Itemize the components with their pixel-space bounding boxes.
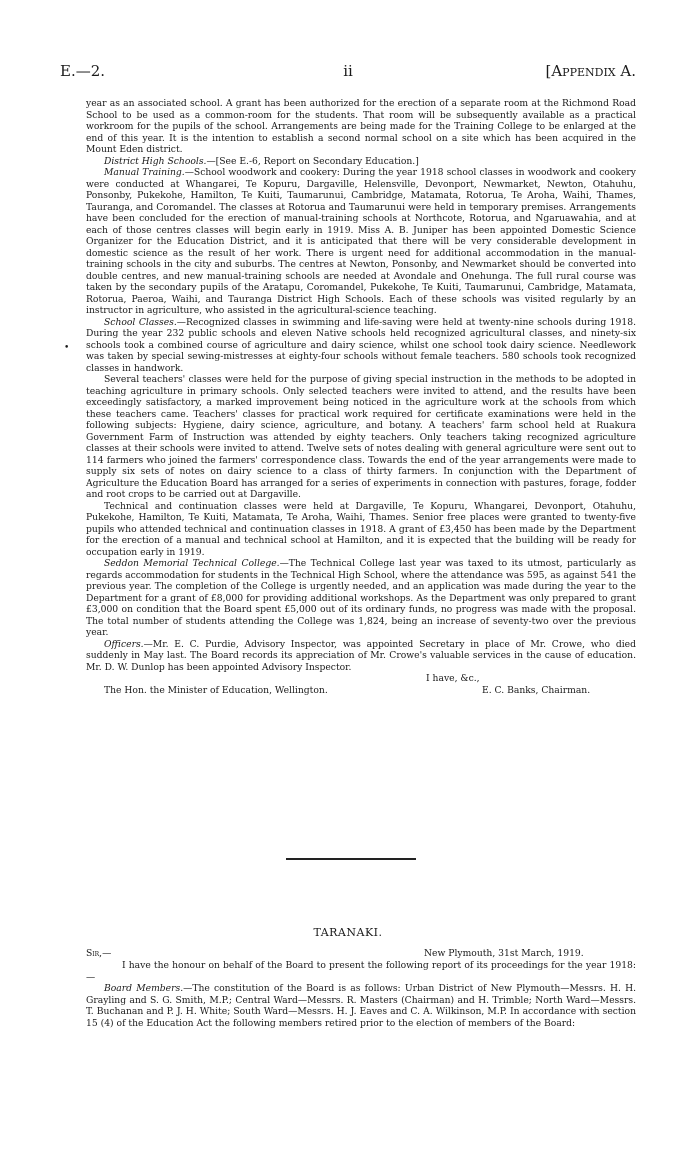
intro-paragraph: I have the honour on behalf of the Board to present the following report of its proceedings for the year 1918:— xyxy=(86,960,636,983)
header-left: E.—2. xyxy=(60,62,106,80)
page-header xyxy=(60,62,636,84)
addressee: The Hon. the Minister of Education, Wellington. xyxy=(104,685,328,696)
page-number: ii xyxy=(343,62,353,80)
italic-lead: School Classes. xyxy=(104,316,177,328)
paragraph-manual-training xyxy=(86,167,636,317)
paragraph-district-high-schools xyxy=(86,156,636,168)
margin-bullet: • xyxy=(64,343,70,353)
paragraph-text: —The Technical College last year was taxed to its utmost, particularly as regards accommodation for students in the Technical High School, where the attendance was 595, as against 541 the previous year. The completion of the College is urgently needed, and an application was made during the year to the Department for a grant of £8,000 for providing additional workshops. As the Department was only prepared to grant £3,000 on condition that the Board spent £5,000 out of its ordinary funds, no progress was made with the proposal. The total number of students attending the College was 1,824, being an increase of seventy-two over the previous year. xyxy=(86,558,637,638)
section-heading: TARANAKI. xyxy=(313,926,383,939)
paragraph: year as an associated school. A grant has been authorized for the erection of a separate room at the Richmond Road School to be used as a common-room for the students. That room will be subsequently available as a practical workroom for the pupils of the school. Arrangements are being made for the Training College to be enlarged at the end of this year. It is the intention to establish a second normal school on a site which has been acquired in the Mount Eden district. xyxy=(86,98,636,155)
italic-lead: Manual Training. xyxy=(104,167,185,178)
section-divider xyxy=(286,858,416,860)
header-right: [Appendix A. xyxy=(545,62,636,80)
signoff-line xyxy=(86,673,636,685)
paragraph-board-members xyxy=(86,983,636,1029)
paragraph-text: —Mr. E. C. Purdie, Advisory Inspector, was appointed Secretary in place of Mr. Crowe, who died suddenly in May last. The Board records its appreciation of Mr. Crowe's valuable services in the cause of education. Mr. D. W. Dunlop has been appointed Advisory Inspector. xyxy=(86,638,636,673)
paragraph-text: —The constitution of the Board is as follows: Urban District of New Plymouth—Messrs. H. H. Grayling and S. G. Smith, M.P.; Central Ward—Messrs. R. Masters (Chairman) and H. Trimble; North Ward—Messrs. T. Buchanan and P. J. H. White; South Ward—Messrs. H. J. Eaves and C. A. Wilkinson, M.P. In accordance with section 15 (4) of the Education Act the following members retired prior to the election of members of the Board: xyxy=(86,983,636,1029)
paragraph: Technical and continuation classes were held at Dargaville, Te Kopuru, Whangarei, Devonport, Otahuhu, Pukekohe, Hamilton, Te Kuiti, Matamata, Te Aroha, Waihi, Thames. Senior free places were granted to twenty-five pupils who attended technical and continuation classes in 1918. A grant of £3,450 has been made by the Department for the erection of a manual and technical school at Hamilton, and it is expected that the building will be ready for occupation early in 1919. xyxy=(86,500,636,558)
paragraph-seddon xyxy=(86,558,636,639)
salutation: Sir,— xyxy=(86,948,112,959)
signer: E. C. Banks, Chairman. xyxy=(482,685,591,696)
paragraph-text: —Recognized classes in swimming and life-saving were held at twenty-nine schools during 1918. During the year 232 public schools and eleven Native schools held recognized agricultural classes, and ninety-six schools took a combined course of agriculture and dairy science, whilst one school took dairy science. Needlework was taken by special sewing-mistresses at eighty-four schools without female teachers. 580 schools took recognized classes in handwork. xyxy=(86,316,636,374)
paragraph-school-classes xyxy=(86,317,636,375)
body-text xyxy=(86,98,636,697)
paragraph-text: —[See E.-6, Report on Secondary Education.] xyxy=(206,155,419,167)
dateline: New Plymouth, 31st March, 1919. xyxy=(424,948,584,959)
italic-lead: Board Members. xyxy=(104,983,184,994)
salutation-line xyxy=(86,948,636,960)
italic-lead: Officers. xyxy=(104,638,144,650)
italic-lead: Seddon Memorial Technical College. xyxy=(104,558,280,569)
italic-lead: District High Schools. xyxy=(104,155,207,167)
paragraph: Several teachers' classes were held for the purpose of giving special instruction in the methods to be adopted in teaching agriculture in primary schools. Only selected teachers were invited to attend, and the results have been exceedingly satisfactory, a marked improvement being noticed in the agriculture work at the schools from which these teachers came. Teachers' classes for practical work required for certificate examinations were held in the following subjects: Hygiene, dairy science, agriculture, and botany. A teachers' farm school held at Ruakura Government Farm of Instruction was attended by eighty teachers. Only teachers taking recognized agriculture classes at their schools were invited to attend. Twelve sets of notes dealing with general agriculture were sent out to 114 farmers who joined the farmers' correspondence class. Towards the end of the year arrangements were made to supply six sets of notes on dairy science to a class of thirty farmers. In conjunction with the Department of Agriculture the Education Board has arranged for a series of experiments in connection with pastures, forage, fodder and root crops to be carried out at Dargaville. xyxy=(86,374,636,500)
signature-line xyxy=(86,685,636,697)
signoff-have: I have, &c., xyxy=(426,673,480,684)
taranaki-body xyxy=(86,948,636,1029)
paragraph-officers xyxy=(86,639,636,674)
paragraph-text: —School woodwork and cookery: During the year 1918 school classes in woodwork and cookery were conducted at Whangarei, Te Kopuru, Dargaville, Helensville, Devonport, Newmarket, Newton, Otahuhu, Ponsonby, Pukekohe, Hamilton, Te Kuiti, Taumarunui, Cambridge, Matamata, Rotorua, Te Aroha, Waihi, Thames, Tauranga, and Coromandel. The classes at Rotorua and Taumarunui were held in temporary premises. Arrangements have been concluded for the erection of manual-training schools at Northcote, Rotorua, and Ngaruawahia, and at each of those centres classes will begin early in 1919. Miss A. B. Juniper has been appointed Domestic Science Organizer for the Education District, and it is anticipated that there will be very considerable development in domestic science as the result of her work. There is urgent need for additional accommodation in the manual-training schools in the city and suburbs. The centres at Newton, Ponsonby, and Newmarket should be converted into double centres, and new manual-training schools are needed at Avondale and Onehunga. The full rural course was taken by the secondary pupils of the Aratapu, Coromandel, Pukekohe, Te Kuiti, Taumarunui, Cambridge, Matamata, Rotorua, Paeroa, Waihi, and Tauranga District High Schools. Each of these schools was visited regularly by an instructor in agriculture, who assisted in the agricultural-science teaching. xyxy=(86,167,636,316)
